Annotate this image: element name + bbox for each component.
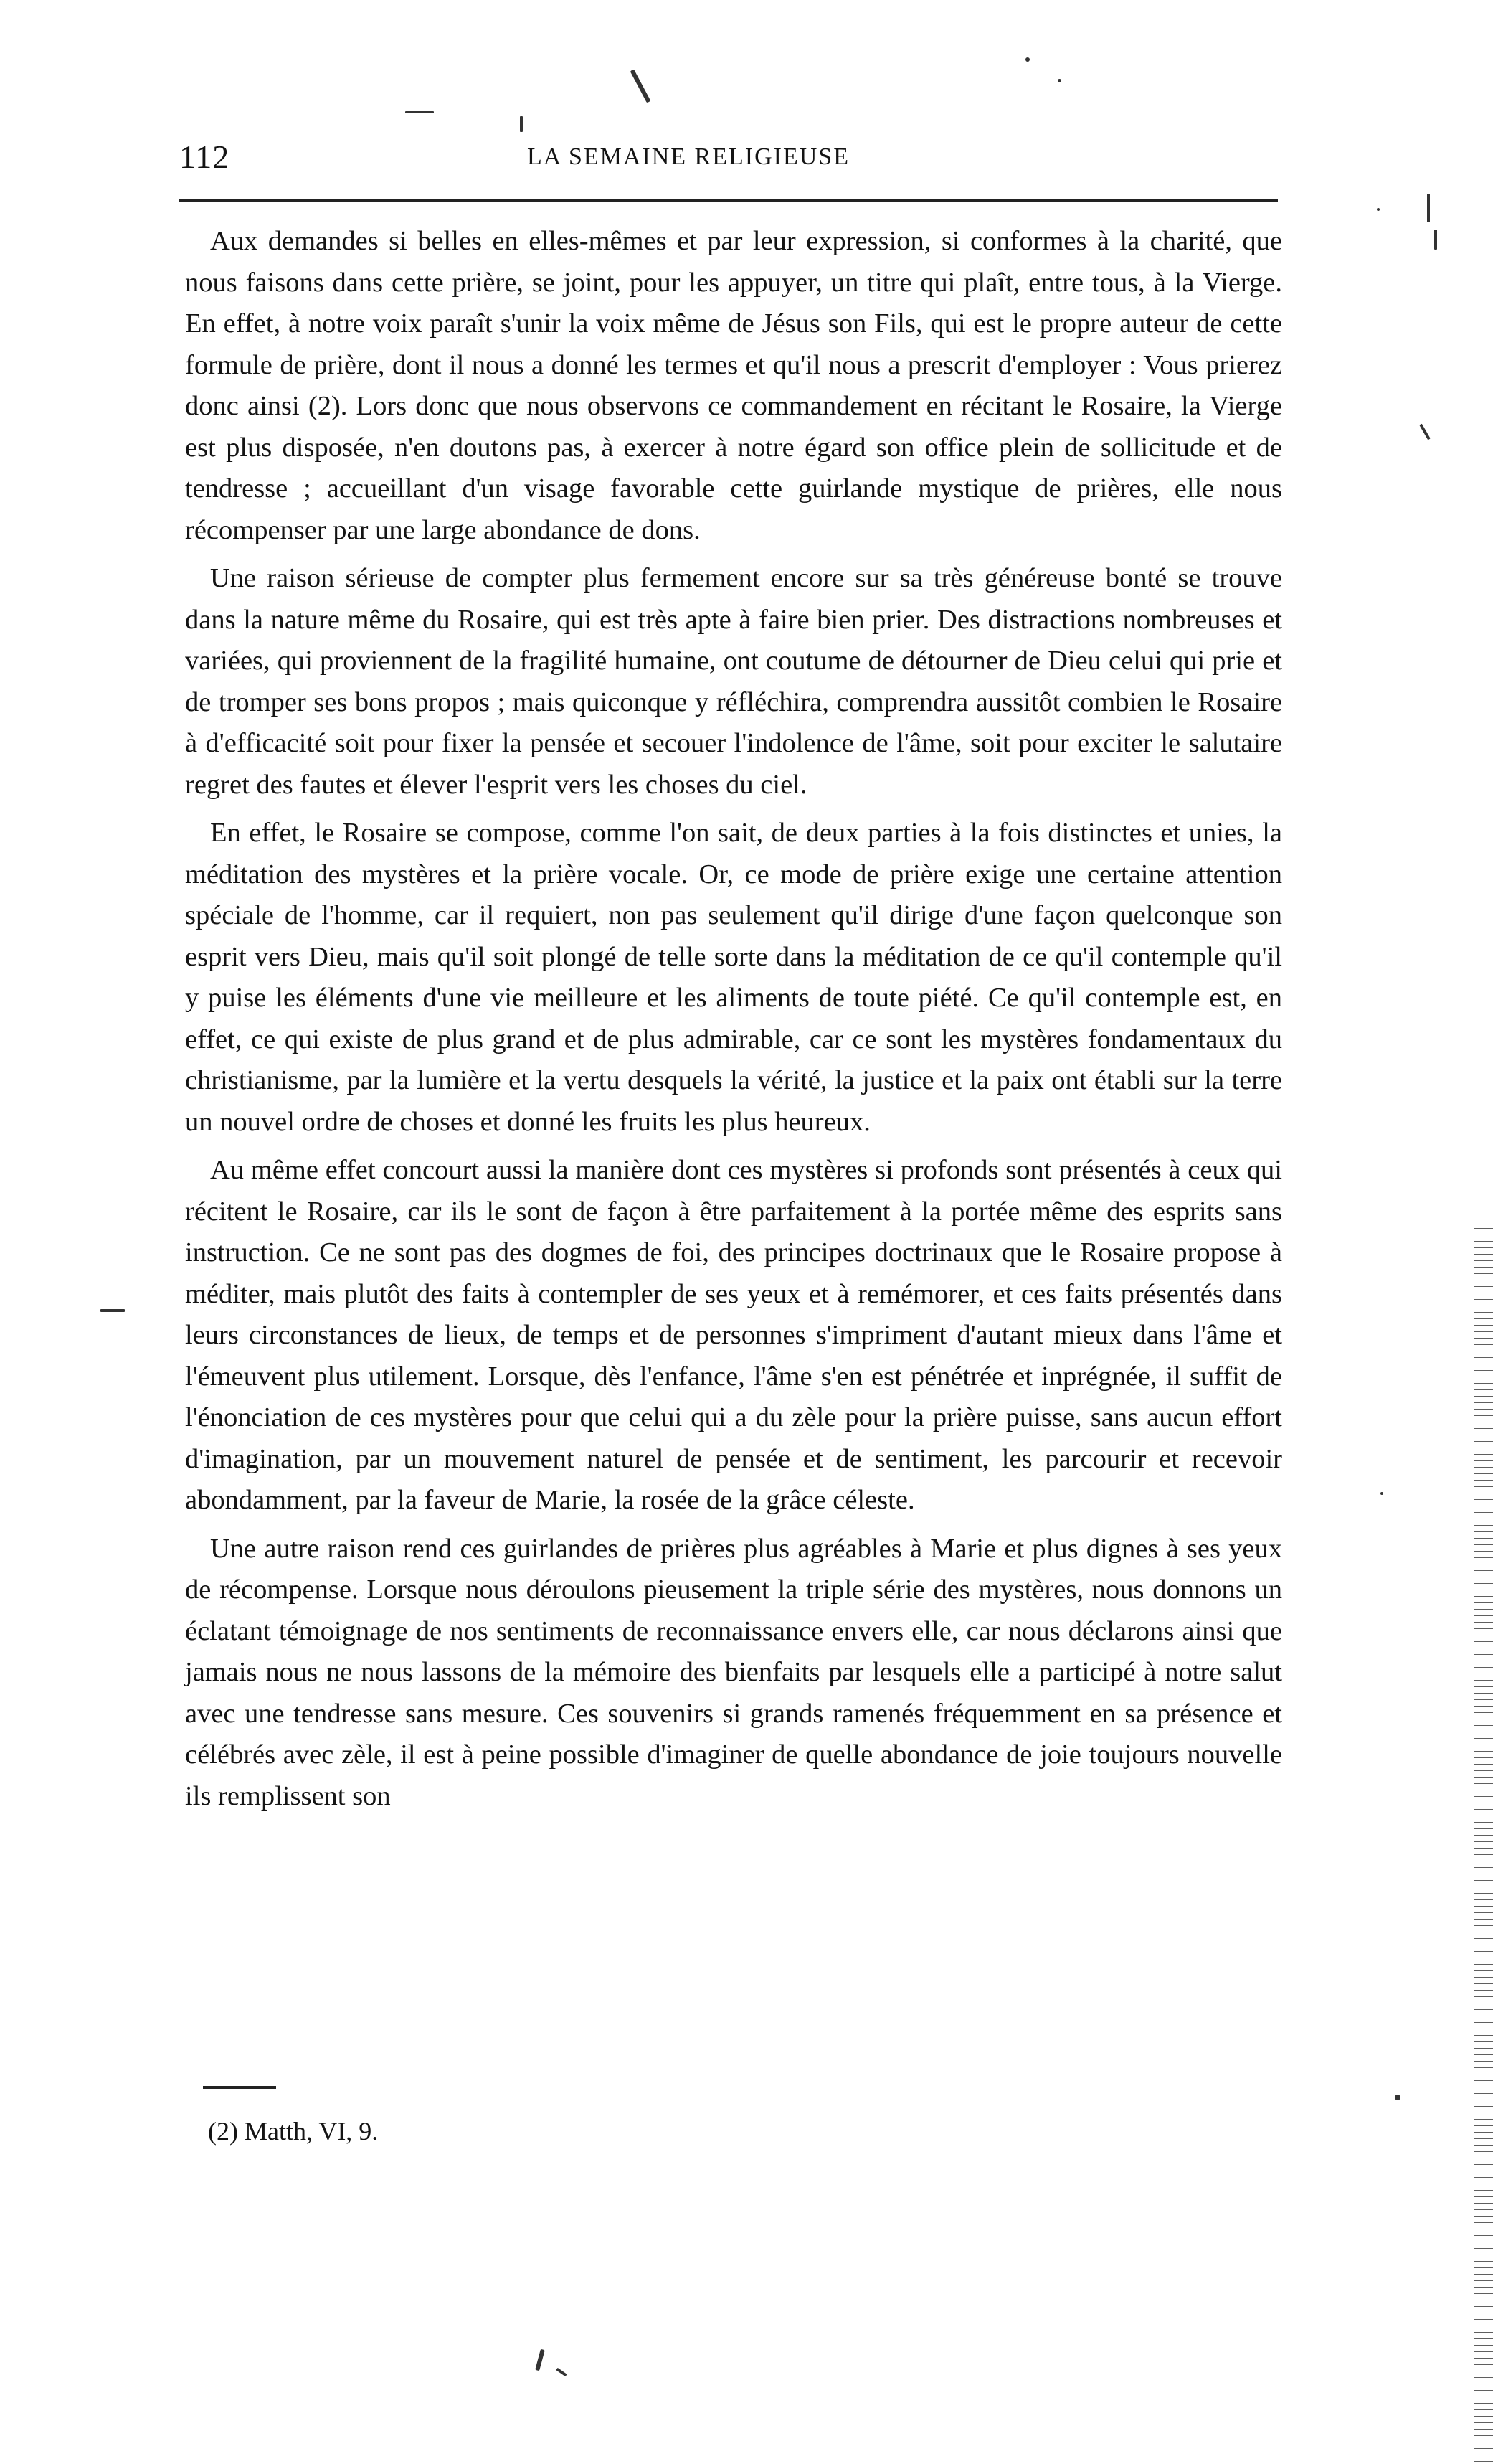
paragraph: Aux demandes si belles en elles-mêmes et par leur expression, si conformes à la charité, que nous faisons dans cette prière, se joint, pour les appuyer, un titre qui plaît, entre tous, à la Vierge. En effet, à notre voix paraît s'unir la voix même de Jésus son Fils, qui est le propre auteur de cette formule de prière, dont il nous a donné les termes et qu'il nous a prescrit d'employer : Vous prierez donc ainsi (2). Lors donc que nous observons ce commandement en récitant le Rosaire, la Vierge est plus disposée, n'en doutons pas, à exercer à notre égard son office plein de sollicitude et de tendresse ; accueillant d'un visage favorable cette guirlande mystique de prières, elle nous récompenser par une large abondance de dons. <box>185 226 1282 545</box>
paragraph: Une autre raison rend ces guirlandes de prières plus agréables à Marie et plus dignes à ses yeux de récompense. Lorsque nous déroulons pieusement la triple série des mystères, nous donnons un éclatant témoignage de nos sentiments de reconnaissance envers elle, car nous déclarons ainsi que jamais nous ne nous lassons de la mémoire des bienfaits par lesquels elle a participé à notre salut avec une tendresse sans mesure. Ces souvenirs si grands ramenés fréquemment en sa présence et célébrés avec zèle, il est à peine possible d'imaginer de quelle abondance de joie toujours nouvelle ils remplissent son <box>185 1533 1282 1811</box>
paragraph: Au même effet concourt aussi la manière dont ces mystères si profonds sont présentés à ceux qui récitent le Rosaire, car ils le sont de façon à être parfaitement à la portée même des esprits sans instruction. Ce ne sont pas des dogmes de foi, des principes doctrinaux que le Rosaire propose à méditer, mais plutôt des faits à contempler de ses yeux et à remémorer, et ces faits présentés dans leurs circonstances de lieux, de temps et de personnes s'impriment d'autant mieux dans l'âme et l'émeuvent plus utilement. Lorsque, dès l'enfance, l'âme s'en est pénétrée et inprégnée, il suffit de l'énonciation de ces mystères pour que celui qui a du zèle pour la prière puisse, sans aucun effort d'imagination, par un mouvement naturel de pensée et de sentiment, les parcourir et recevoir abondamment, par la faveur de Marie, la rosée de la grâce céleste. <box>185 1155 1282 1515</box>
scan-speck <box>100 1309 125 1312</box>
scan-speck <box>1395 2095 1400 2100</box>
scan-edge-noise <box>1474 1219 1493 2464</box>
running-title: LA SEMAINE RELIGIEUSE <box>527 143 850 170</box>
scan-speck <box>1427 194 1430 222</box>
body-text <box>185 221 1282 1817</box>
scan-speck <box>1434 230 1437 250</box>
scan-speck <box>405 111 434 113</box>
scan-speck <box>1419 424 1430 440</box>
paragraph: Une raison sérieuse de compter plus fermement encore sur sa très généreuse bonté se trouve dans la nature même du Rosaire, qui est très apte à faire bien prier. Des distractions nombreuses et variées, qui proviennent de la fragilité humaine, ont coutume de détourner de Dieu celui qui prie et de tromper ses bons propos ; mais quiconque y réfléchira, comprendra aussitôt combien le Rosaire à d'efficacité soit pour fixer la pensée et secouer l'indolence de l'âme, soit pour exciter le salutaire regret des fautes et élever l'esprit vers les choses du ciel. <box>185 563 1282 800</box>
paragraph: En effet, le Rosaire se compose, comme l'on sait, de deux parties à la fois distinctes et unies, la méditation des mystères et la prière vocale. Or, ce mode de prière exige une certaine attention spéciale de l'homme, car il requiert, non pas seulement qu'il dirige d'une façon quelconque son esprit vers Dieu, mais qu'il soit plongé de telle sorte dans la méditation de ce qu'il contemple qu'il y puise les éléments d'une vie meilleure et les aliments de toute piété. Ce qu'il contemple est, en effet, ce qui existe de plus grand et de plus admirable, car ce sont les mystères fondamentaux du christianisme, par la lumière et la vertu desquels la vérité, la justice et la paix ont établi sur la terre un nouvel ordre de choses et donné les fruits les plus heureux. <box>185 818 1282 1137</box>
scan-speck <box>1058 79 1061 82</box>
scan-speck <box>1380 1492 1383 1495</box>
scan-speck <box>1025 57 1030 62</box>
footnote-rule <box>203 2086 276 2089</box>
scan-speck <box>630 70 651 103</box>
header-rule <box>179 199 1278 202</box>
scan-speck <box>535 2349 545 2371</box>
page-number: 112 <box>179 138 230 175</box>
footnote: (2) Matth, VI, 9. <box>208 2117 379 2146</box>
page-header <box>179 138 1280 188</box>
scan-speck <box>1377 208 1380 211</box>
scan-speck <box>520 116 523 132</box>
scan-speck <box>556 2368 567 2376</box>
